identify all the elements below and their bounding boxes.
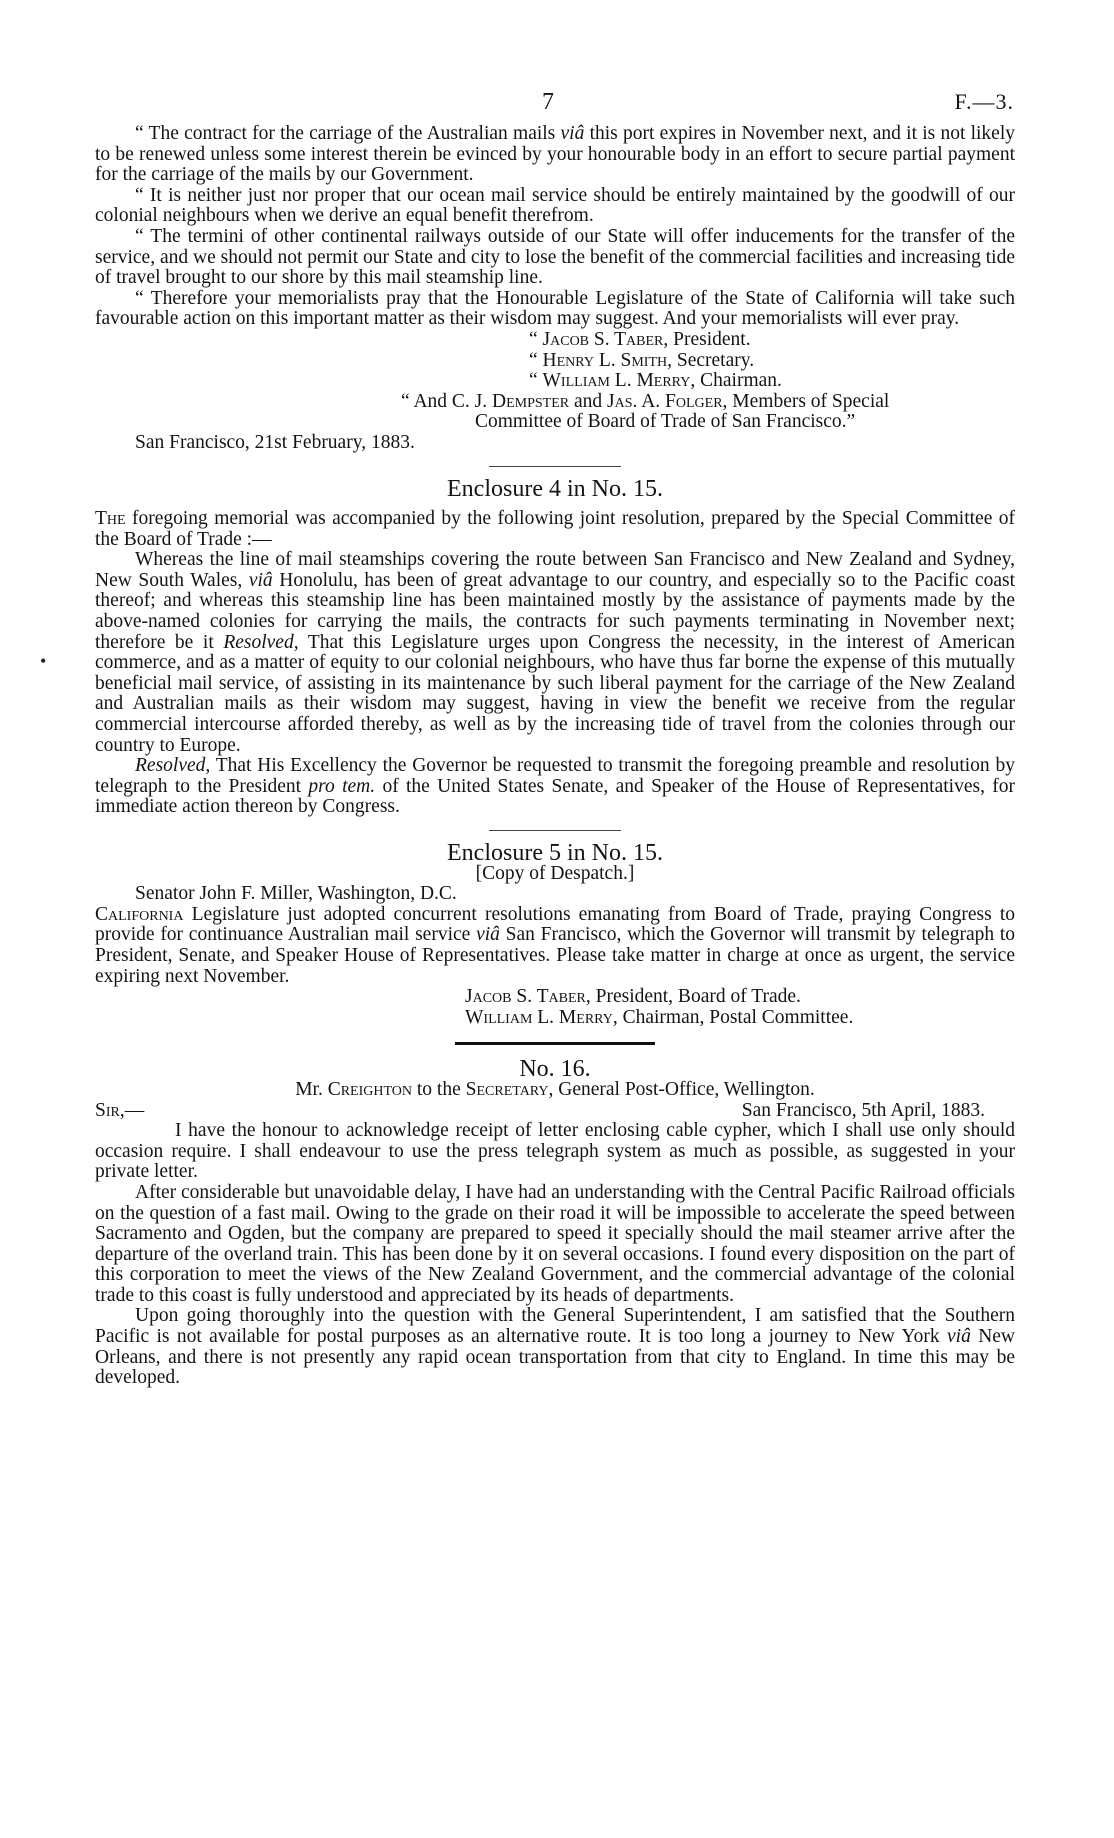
section-divider bbox=[489, 466, 621, 467]
main-text bbox=[95, 124, 1015, 1389]
signature-line: “ Jacob S. Taber, President. bbox=[529, 328, 751, 350]
enclosure-4-section bbox=[95, 475, 1016, 819]
document-reference: F.—3. bbox=[954, 89, 1014, 114]
enclosure-5-heading: Enclosure 5 in No. 15. bbox=[447, 840, 663, 866]
memorial-signatures bbox=[529, 330, 1015, 392]
no-16-subheading: Mr. Creighton to the Secretary, General Post-Office, Wellington. bbox=[295, 1078, 815, 1100]
section-divider-thick bbox=[455, 1042, 655, 1045]
memorial-paragraph-2: “ It is neither just nor proper that our ocean mail service should be entirely maintained by the goodwill of our colonial neighbours when we derive an equal benefit therefrom. bbox=[95, 184, 1015, 227]
no-16-paragraph-1: I have the honour to acknowledge receipt of letter enclosing cable cypher, which I shall use only should occasion require. I shall endeavour to use the press telegraph system as much as possible, as suggested in your private letter. bbox=[95, 1120, 1015, 1183]
signature-line-committee-2: Committee of Board of Trade of San Francisco.” bbox=[475, 411, 856, 433]
signature-line-committee: “ And C. J. Dempster and Jas. A. Folger, Members of Special bbox=[401, 390, 890, 412]
enclosure-5-signature-2: William L. Merry, Chairman, Postal Committee. bbox=[465, 1006, 854, 1028]
enclosure-5-section bbox=[95, 840, 1016, 1028]
letter-date: San Francisco, 5th April, 1883. bbox=[741, 1099, 985, 1121]
enclosure-5-addressee: Senator John F. Miller, Washington, D.C. bbox=[135, 883, 457, 905]
margin-mark: • bbox=[40, 651, 47, 671]
salutation: Sir,— bbox=[95, 1099, 145, 1121]
enclosure-4-whereas: Whereas the line of mail steamships covering the route between San Francisco and New Zealand and Sydney, New South Wales, viâ Honolulu, has been of great advantage to our country, and especially so to the Pacific coast thereof; and whereas this steamship line has been maintained mostly by the assistance of payments made by the above-named colonies for carrying the mails, the contracts for such payments terminating in November next; therefore be it Resolved, That this Legislature urges upon Congress the necessity, in the interest of American commerce, and as a matter of equity to our colonial neighbours, who have thus far borne the expense of this mutually beneficial mail service, of assisting in its maintenance by such liberal payment for the carriage of the New Zealand and Australian mails as their wisdom may suggest, having in view the benefit we receive from the regular commercial intercourse afforded thereby, as well as by the increasing tide of travel from the colonies through our country to Europe. bbox=[95, 549, 1015, 756]
enclosure-4-resolved: Resolved, That His Excellency the Governor be requested to transmit the foregoing preamble and resolution by telegraph to the President pro tem. of the United States Senate, and Speaker of the House of Representatives, for immediate action thereon by Congress. bbox=[95, 755, 1016, 818]
enclosure-5-subheading: [Copy of Despatch.] bbox=[475, 862, 635, 884]
no-16-heading: No. 16. bbox=[519, 1056, 591, 1083]
no-16-paragraph-2: After considerable but unavoidable delay, I have had an understanding with the Central Pacific Railroad officials on the question of a fast mail. Owing to the grade on their road it will be impossible to accelerate the speed between Sacramento and Ogden, but the company are prepared to speed it specially should the mail steamer arrive after the departure of the overland train. This has been done by it on several occasions. I found every disposition on the part of this corporation to meet the views of the New Zealand Government, and the commercial advantage of the colonial trade to this coast is fully understood and appreciated by its heads of departments. bbox=[95, 1181, 1015, 1306]
page-number: 7 bbox=[542, 89, 554, 115]
salutation-row bbox=[95, 1101, 1015, 1122]
signature-line: “ William L. Merry, Chairman. bbox=[529, 370, 782, 392]
memorial-section bbox=[95, 124, 1015, 454]
signature-line: “ Henry L. Smith, Secretary. bbox=[529, 349, 755, 371]
section-divider bbox=[489, 830, 621, 831]
no-16-paragraph-3: Upon going thoroughly into the question with the General Superintendent, I am satisfied that the Southern Pacific is not available for postal purposes as an alternative route. It is too long a journey to New York viâ New Orleans, and there is not presently any rapid ocean transportation from that city to England. In time this may be developed. bbox=[95, 1305, 1016, 1389]
enclosure-5-signature-1: Jacob S. Taber, President, Board of Trade. bbox=[465, 986, 801, 1008]
enclosure-5-body: California Legislature just adopted concurrent resolutions emanating from Board of Trade, praying Congress to provide for continuance Australian mail service viâ San Francisco, which the Governor will transmit by telegraph to President, Senate, and Speaker House of Representatives. Please take matter in charge at once as urgent, the service expiring next November. bbox=[95, 903, 1016, 987]
no-16-section bbox=[95, 1056, 1016, 1389]
memorial-paragraph-1: “ The contract for the carriage of the Australian mails viâ this port expires in November next, and it is not likely to be renewed unless some interest therein be evinced by your honourable body in an effort to secure partial payment for the carriage of the mails by our Government. bbox=[95, 123, 1016, 186]
enclosure-4-heading: Enclosure 4 in No. 15. bbox=[447, 475, 663, 502]
memorial-paragraph-3: “ The termini of other continental railways outside of our State will offer inducements for the transfer of the service, and we should not permit our State and city to lose the benefit of the commercial facilities and increasing tide of travel brought to our shore by this mail steamship line. bbox=[95, 225, 1015, 289]
memorial-paragraph-4: “ Therefore your memorialists pray that the Honourable Legislature of the State of California will take such favourable action on this important matter as their wisdom may suggest. And your memorialists will ever pray. bbox=[95, 287, 1015, 330]
enclosure-4-intro: The foregoing memorial was accompanied by the following joint resolution, prepared by the Special Committee of the Board of Trade :— bbox=[95, 508, 1016, 550]
memorial-date: San Francisco, 21st February, 1883. bbox=[135, 431, 415, 453]
